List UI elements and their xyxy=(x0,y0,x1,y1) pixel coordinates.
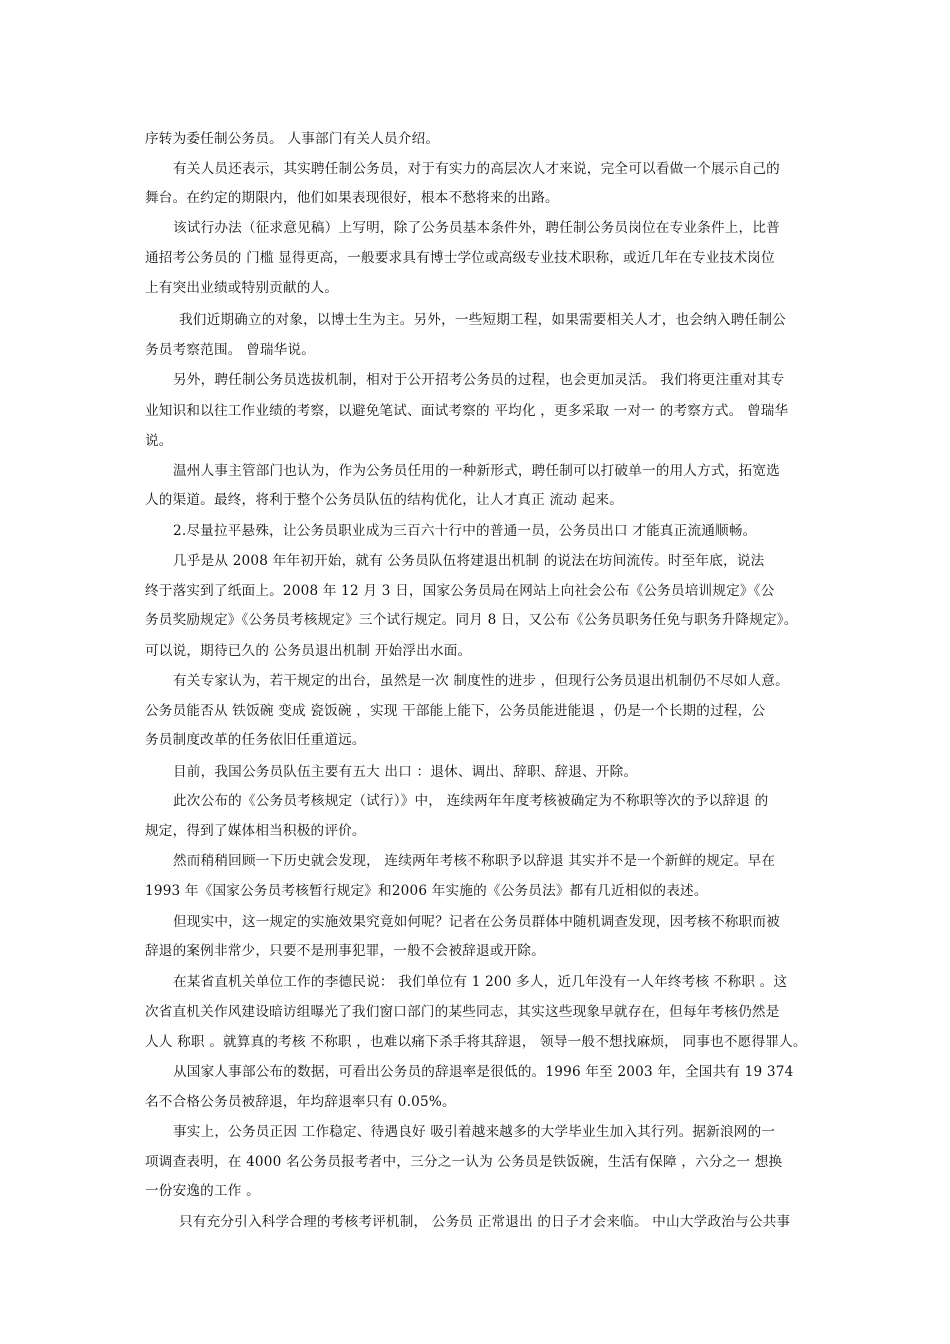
text-line: 1993 年《国家公务员考核暂行规定》和2006 年实施的《公务员法》都有几近相似的表述。 xyxy=(145,883,708,899)
text-line: 项调查表明，在 4000 名公务员报考者中，三分之一认为 公务员是铁饭碗，生活有保障 ，六分之一 想换 xyxy=(145,1154,783,1170)
text-line: 序转为委任制公务员。 人事部门有关人员介绍。 xyxy=(145,131,440,147)
text-line: 几乎是从 2008 年年初开始，就有 公务员队伍将建退出机制 的说法在坊间流传。时至年底，说法 xyxy=(173,553,765,569)
text-line: 一份安逸的工作 。 xyxy=(145,1183,260,1199)
text-line: 该试行办法（征求意见稿）上写明，除了公务员基本条件外，聘任制公务员岗位在专业条件上，比普 xyxy=(173,220,780,236)
text-line: 说。 xyxy=(145,433,173,449)
text-line: 目前，我国公务员队伍主要有五大 出口 ：退休、调出、辞职、辞退、开除。 xyxy=(173,764,638,780)
text-line: 终于落实到了纸面上。2008 年 12 月 3 日，国家公务员局在网站上向社会公布《公务员培训规定》《公 xyxy=(145,583,775,599)
text-line: 人的渠道。最终，将利于整个公务员队伍的结构优化，让人才真正 流动 起来。 xyxy=(145,492,624,508)
text-line: 可以说，期待已久的 公务员退出机制 开始浮出水面。 xyxy=(145,643,472,659)
text-line: 公务员能否从 铁饭碗 变成 瓷饭碗 ，实现 干部能上能下，公务员能进能退 ，仍是一个长期的过程，公 xyxy=(145,703,766,719)
text-line: 有关专家认为，若干规定的出台，虽然是一次 制度性的进步 ，但现行公务员退出机制仍不尽如人意。 xyxy=(173,673,789,689)
text-line: 但现实中，这一规定的实施效果究竟如何呢？记者在公务员群体中随机调查发现，因考核不称职而被 xyxy=(173,914,780,930)
text-line: 业知识和以往工作业绩的考察，以避免笔试、面试考察的 平均化 ，更多采取 一对一 的考察方式。 曾瑞华 xyxy=(145,403,789,419)
text-line: 温州人事主管部门也认为，作为公务员任用的一种新形式，聘任制可以打破单一的用人方式，拓宽选 xyxy=(173,463,780,479)
text-line: 上有突出业绩或特别贡献的人。 xyxy=(145,280,339,296)
text-line: 事实上，公务员正因 工作稳定、待遇良好 吸引着越来越多的大学毕业生加入其行列。据新浪网的一 xyxy=(173,1124,776,1140)
text-line: 次省直机关作风建设暗访组曝光了我们窗口部门的某些同志，其实这些现象早就存在，但每年考核仍然是 xyxy=(145,1004,780,1020)
text-line: 有关人员还表示，其实聘任制公务员，对于有实力的高层次人才来说，完全可以看做一个展示自己的 xyxy=(173,161,780,177)
text-line: 我们近期确立的对象，以博士生为主。另外，一些短期工程，如果需要相关人才，也会纳入聘任制公 xyxy=(179,312,786,328)
text-line: 从国家人事部公布的数据，可看出公务员的辞退率是很低的。1996 年至 2003 年，全国共有 19 374 xyxy=(173,1064,794,1080)
text-line: 此次公布的《公务员考核规定（试行）》中， 连续两年年度考核被确定为不称职等次的予以辞退 的 xyxy=(173,793,769,809)
text-line: 名不合格公务员被辞退，年均辞退率只有 0.05%。 xyxy=(145,1094,456,1110)
text-line: 在某省直机关单位工作的李德民说： 我们单位有 1 200 多人，近几年没有一人年终考核 不称职 。这 xyxy=(173,974,788,990)
text-line: 通招考公务员的 门槛 显得更高，一般要求具有博士学位或高级专业技术职称，或近几年在专业技术岗位 xyxy=(145,250,775,266)
text-line: 务员考察范围。 曾瑞华说。 xyxy=(145,342,316,358)
text-line: 辞退的案例非常少，只要不是刑事犯罪，一般不会被辞退或开除。 xyxy=(145,943,546,959)
text-line: 务员奖励规定》《公务员考核规定》三个试行规定。同月 8 日，又公布《公务员职务任免与职务升降规定》。 xyxy=(145,612,798,628)
text-line: 人人 称职 。就算真的考核 不称职 ，也难以痛下杀手将其辞退， 领导一般不想找麻烦， 同事也不愿得罪人。 xyxy=(145,1034,807,1050)
text-line: 规定，得到了媒体相当积极的评价。 xyxy=(145,823,366,839)
text-line: 舞台。在约定的期限内，他们如果表现很好，根本不愁将来的出路。 xyxy=(145,190,559,206)
text-line: 另外，聘任制公务员选拔机制，相对于公开招考公务员的过程，也会更加灵活。 我们将更注重对其专 xyxy=(173,372,785,388)
text-line: 务员制度改革的任务依旧任重道远。 xyxy=(145,732,366,748)
text-line: 只有充分引入科学合理的考核考评机制， 公务员 正常退出 的日子才会来临。 中山大学政治与公共事 xyxy=(179,1214,791,1230)
text-line: 2.尽量拉平悬殊，让公务员职业成为三百六十行中的普通一员，公务员出口 才能真正流通顺畅。 xyxy=(173,523,757,539)
text-line: 然而稍稍回顾一下历史就会发现， 连续两年考核不称职予以辞退 其实并不是一个新鲜的规定。早在 xyxy=(173,853,776,869)
